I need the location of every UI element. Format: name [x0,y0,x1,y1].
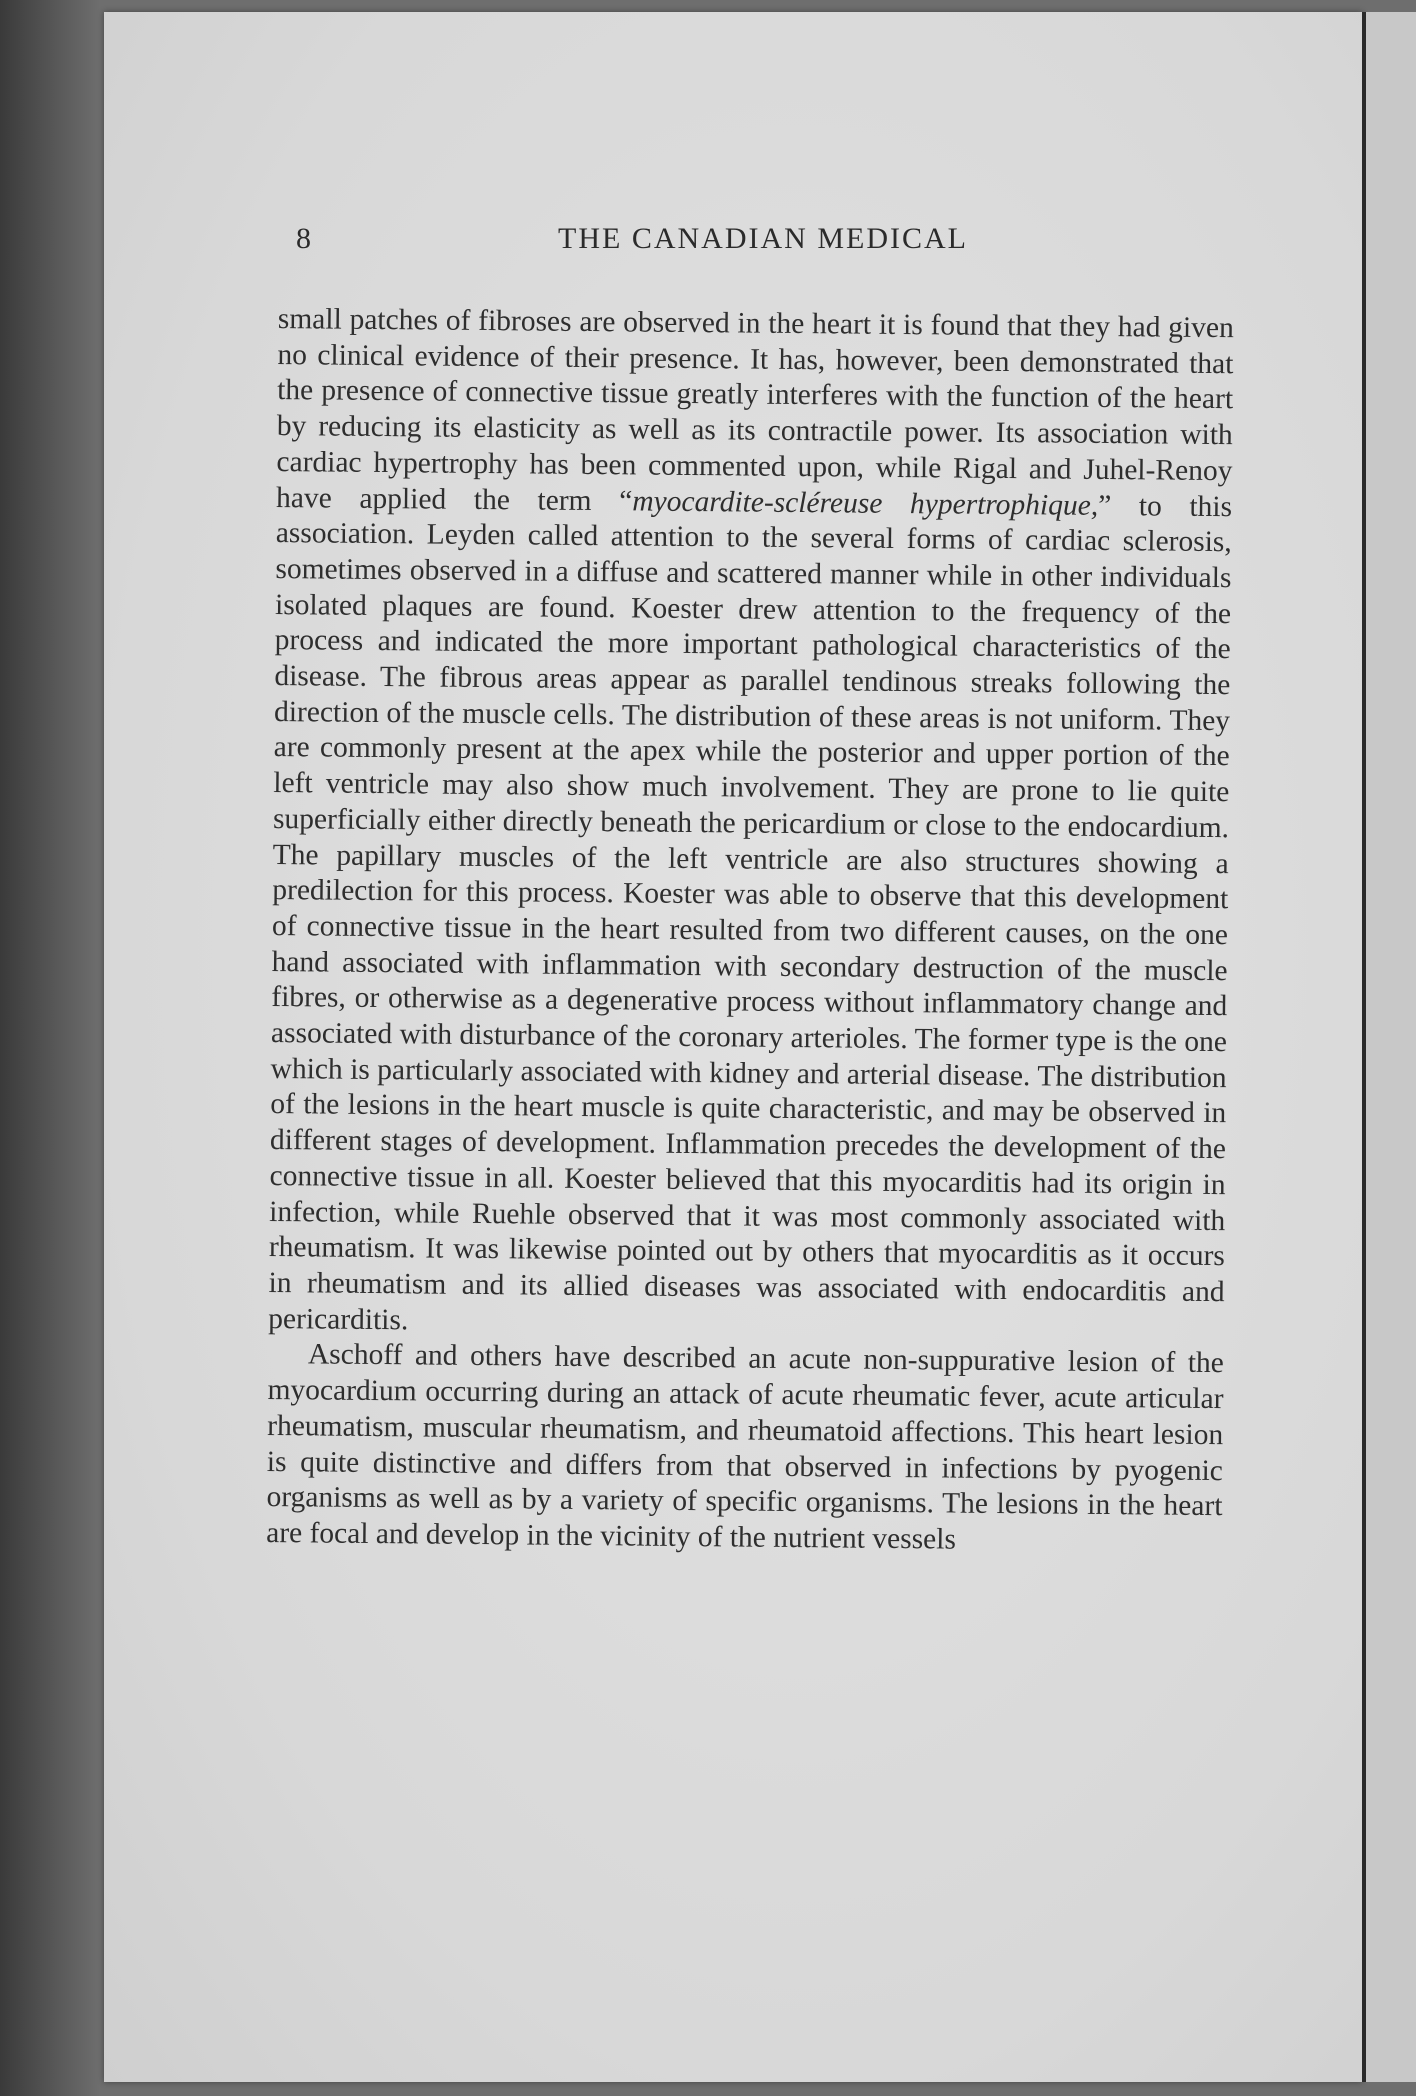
paragraph-1 [268,302,1234,1347]
paragraph-1-text-b: ” to this association. Leyden called attention to the several forms of cardiac sclerosis, sometimes observed in a diffuse and scattered manner while in other individuals isolated plaques are found. Koester drew attention to the frequency of the process and indicated the more important pathological characteristics of the disease. The fibrous areas appear as parallel tendinous streaks following the direction of the muscle cells. The distribution of these areas is not uniform. They are commonly present at the apex while the posterior and upper portion of the left ventricle may also show much involvement. They are prone to lie quite superficially either directly beneath the pericardium or close to the endocardium. The papillary muscles of the left ventricle are also structures showing a predilection for this process. Koester was able to observe that this development of connective tissue in the heart resulted from two different causes, on the one hand associated with inflammation with secondary destruction of the muscle fibres, or otherwise as a degenerative process without inflammatory change and associated with disturbance of the coronary arterioles. The former type is the one which is particularly associated with kidney and arterial disease. The distribution of the lesions in the heart muscle is quite characteristic, and may be observed in different stages of development. Inflammation precedes the development of the connective tissue in all. Koester believed that this myocarditis had its origin in infection, while Ruehle observed that it was most commonly associated with rheumatism. It was likewise pointed out by others that myocarditis as it occurs in rheumatism and its allied diseases was associated with endocarditis and pericarditis. [268,489,1233,1336]
running-title: THE CANADIAN MEDICAL [558,222,968,255]
page-number: 8 [296,222,312,255]
paragraph-2: Aschoff and others have described an acute non-suppurative lesion of the myocardium occurring during an attack of acute rheumatic fever, acute articular rheumatism, muscular rheumatism, and rheumatoid affections. This heart lesion is quite distinctive and differs from that observed in infections by pyogenic organisms as well as by a variety of specific organisms. The lesions in the heart are focal and develop in the vicinity of the nutrient vessels [266,1338,1225,1556]
body-text [266,302,1234,1561]
paragraph-1-italic-term: myocardite-scléreuse hypertrophique, [632,484,1099,522]
paragraph-1-text-a: small patches of fibroses are observed in the heart it is found that they had given no clinical evidence of their presence. It has, however, been demonstrated that the presence of connective tissue greatly interferes with the function of the heart by reducing its elasticity as well as its contractile power. Its association with cardiac hypertrophy has been commented upon, while Rigal and Juhel-Renoy have applied the term “ [275,302,1234,517]
adjacent-page-edge [1362,12,1416,2082]
page-header [296,222,1230,268]
